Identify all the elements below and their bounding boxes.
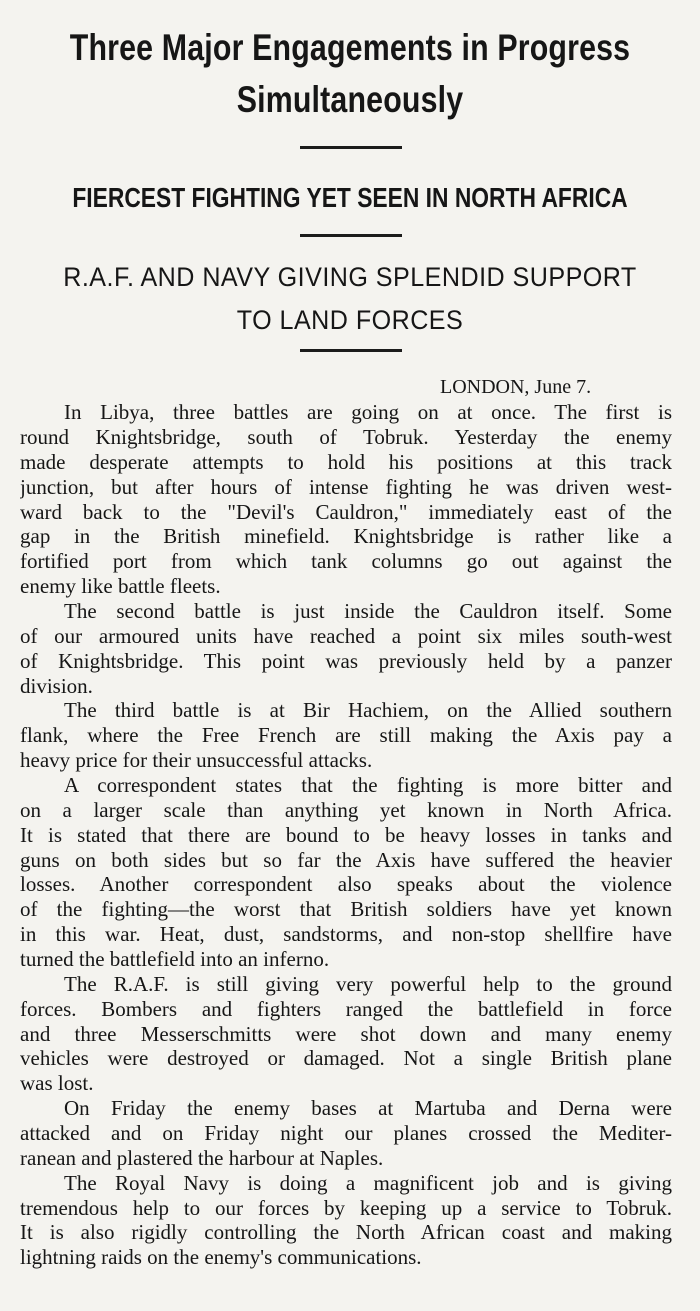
body-line: The R.A.F. is still giving very powerful help to the ground (64, 972, 672, 996)
body-line: forces. Bombers and fighters ranged the battlefield in force (20, 997, 672, 1021)
body-line: division. (20, 674, 93, 698)
body-line: heavy price for their unsuccessful attacks. (20, 748, 373, 772)
body-line: of our armoured units have reached a point six miles south-west (20, 624, 672, 648)
body-line: The second battle is just inside the Cauldron itself. Some (64, 599, 672, 623)
body-line: In Libya, three battles are going on at once. The first is (64, 400, 672, 424)
body-line: turned the battlefield into an inferno. (20, 947, 330, 971)
body-line: On Friday the enemy bases at Martuba and Derna were (64, 1096, 672, 1120)
body-line: gap in the British minefield. Knightsbridge is rather like a (20, 524, 672, 548)
headline-line-1: Three Major Engagements in Progress (69, 27, 631, 68)
body-line: It is stated that there are bound to be heavy losses in tanks and (20, 823, 672, 847)
second-subheadline (25, 256, 676, 342)
body-line: ward back to the "Devil's Cauldron," immediately east of the (20, 500, 672, 524)
body-line: A correspondent states that the fighting is more bitter and (64, 773, 672, 797)
body-line: The third battle is at Bir Hachiem, on the Allied southern (64, 698, 672, 722)
body-line: made desperate attempts to hold his positions at this track (20, 450, 672, 474)
headline-line-2: Simultaneously (236, 79, 464, 120)
body-line: ranean and plastered the harbour at Naples. (20, 1146, 384, 1170)
body-line: fortified port from which tank columns go out against the (20, 549, 672, 573)
body-line: tremendous help to our forces by keeping up a service to Tobruk. (20, 1196, 672, 1220)
headline (63, 22, 637, 126)
body-line: attacked and on Friday night our planes crossed the Mediter- (20, 1121, 672, 1145)
body-line: lightning raids on the enemy's communications. (20, 1245, 422, 1269)
body-line: junction, but after hours of intense fighting he was driven west- (20, 475, 672, 499)
body-line: and three Messerschmitts were shot down and many enemy (20, 1022, 672, 1046)
body-line: enemy like battle fleets. (20, 574, 221, 598)
second-subheadline-line-1: R.A.F. AND NAVY GIVING SPLENDID SUPPORT (63, 262, 637, 292)
body-line: was lost. (20, 1071, 94, 1095)
body-line: guns on both sides but so far the Axis have suffered the heavier (20, 848, 672, 872)
body-line: of the fighting—the worst that British soldiers have yet known (20, 897, 672, 921)
body-line: of Knightsbridge. This point was previously held by a panzer (20, 649, 672, 673)
divider-rule (300, 349, 402, 352)
body-line: losses. Another correspondent also speaks about the violence (20, 872, 672, 896)
body-line: round Knightsbridge, south of Tobruk. Yesterday the enemy (20, 425, 672, 449)
divider-rule (300, 234, 402, 237)
body-line: vehicles were destroyed or damaged. Not a single British plane (20, 1046, 672, 1070)
body-line: on a larger scale than anything yet known in North Africa. (20, 798, 672, 822)
body-line: It is also rigidly controlling the North African coast and making (20, 1220, 672, 1244)
body-line: in this war. Heat, dust, sandstorms, and non-stop shellfire have (20, 922, 672, 946)
body-line: The Royal Navy is doing a magnificent job and is giving (64, 1171, 672, 1195)
body-line: flank, where the Free French are still making the Axis pay a (20, 723, 672, 747)
dateline: LONDON, June 7. (440, 376, 592, 398)
divider-rule (300, 146, 402, 149)
subheadline: FIERCEST FIGHTING YET SEEN IN NORTH AFRICA (72, 182, 628, 213)
second-subheadline-line-2: TO LAND FORCES (236, 305, 464, 335)
